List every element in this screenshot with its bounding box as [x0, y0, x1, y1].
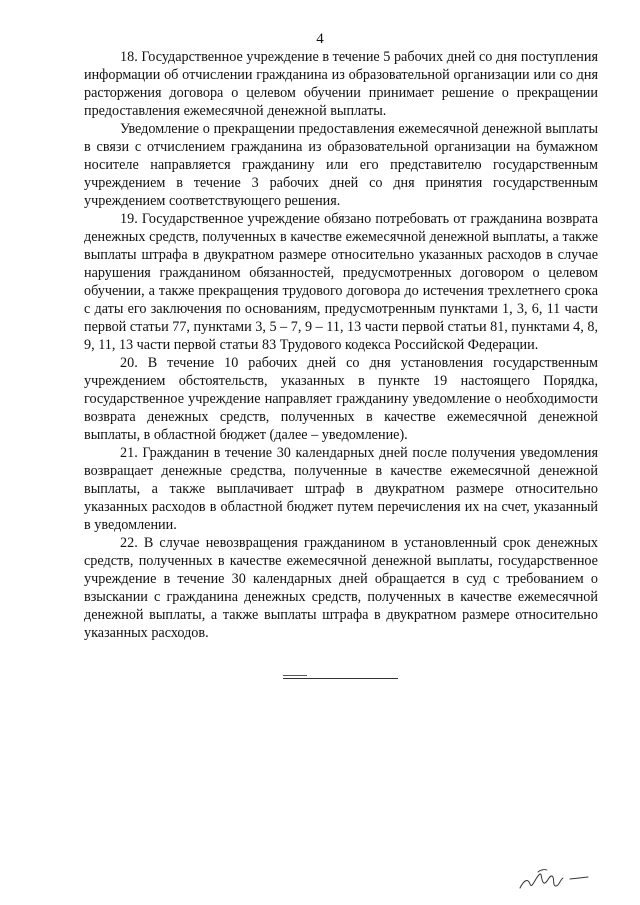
paragraph-19: 19. Государственное учреждение обязано потребовать от гражданина возврата денежных средств, полученных в качестве ежемесячной денежной выплаты, а также выплаты штрафа в двукратном размере относительно указанных расходов в случае нарушения гражданином обязанностей, предусмотренных договором о целевом обучении, а также прекращения трудового договора до истечения трехлетнего срока с даты его заключения по основаниям, предусмотренным пунктами 1, 3, 6, 11 части первой статьи 77, пунктами 3, 5 – 7, 9 – 11, 13 части первой статьи 81, пунктами 4, 8, 9, 11, 13 части первой статьи 83 Трудового кодекса Российской Федерации. — [84, 211, 598, 353]
paragraph-21: 21. Гражданин в течение 30 календарных дней после получения уведомления возвращает денежные средства, полученные в качестве ежемесячной денежной выплаты, а также выплачивает штраф в двукратном размере относительно указанных расходов в областной бюджет путем перечисления их на счет, указанный в уведомлении. — [84, 445, 598, 533]
paragraph-20: 20. В течение 10 рабочих дней со дня установления государственным учреждением обстоятельств, указанных в пункте 19 настоящего Порядка, государственное учреждение направляет гражданину уведомление о необходимости возврата денежных средств, полученных в качестве ежемесячной денежной выплаты, в областной бюджет (далее – уведомление). — [84, 355, 598, 443]
end-separator-line — [283, 678, 398, 679]
paragraph-18: 18. Государственное учреждение в течение 5 рабочих дней со дня поступления информации об отчислении гражданина из образовательной организации или со дня расторжения договора о целевом обучении принимает решение о прекращении предоставления ежемесячной денежной выплаты. — [84, 49, 598, 119]
handwritten-signature — [514, 866, 592, 894]
document-body — [84, 48, 598, 642]
page-number: 4 — [316, 31, 324, 47]
separator-accent — [283, 675, 307, 676]
paragraph-18-notice: Уведомление о прекращении предоставления ежемесячной денежной выплаты в связи с отчислением гражданина из образовательной организации на бумажном носителе направляется гражданину или его представителю государственным учреждением в течение 3 рабочих дней со дня принятия государственным учреждением соответствующего решения. — [84, 121, 598, 209]
paragraph-22: 22. В случае невозвращения гражданином в установленный срок денежных средств, полученных в качестве ежемесячной денежной выплаты, государственное учреждение в течение 30 календарных дней обращается в суд с требованием о взыскании с гражданина денежных средств, полученных в качестве ежемесячной денежной выплаты, а также выплаты штрафа в двукратном размере относительно указанных расходов. — [84, 535, 598, 641]
